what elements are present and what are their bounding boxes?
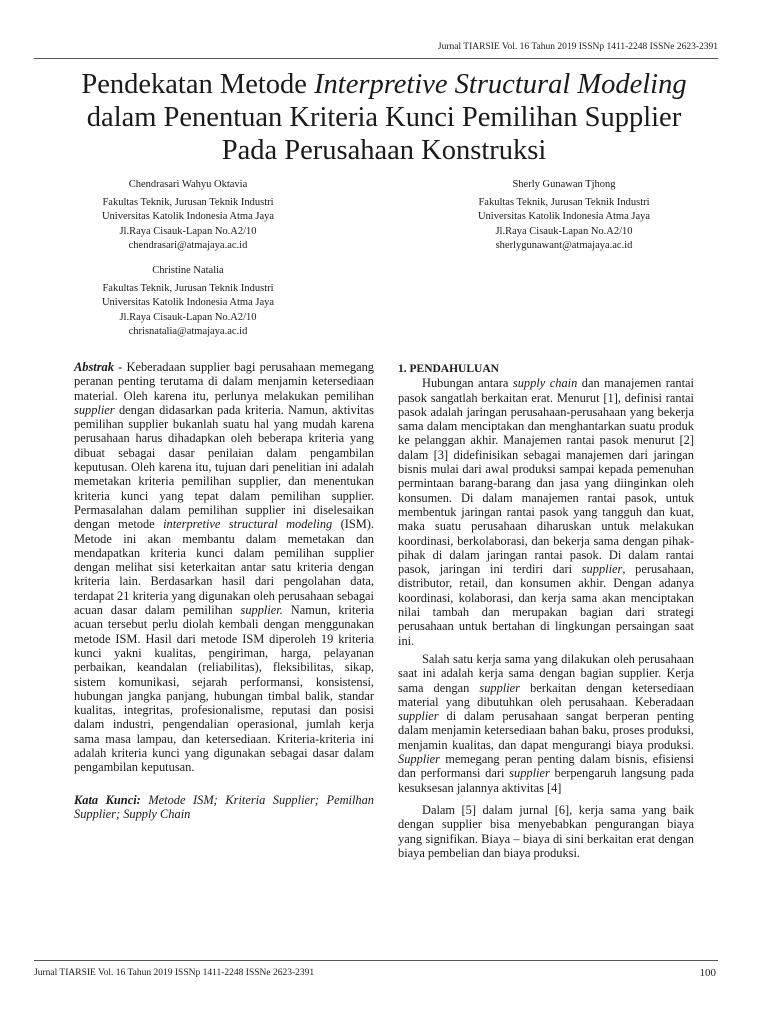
abstract: Abstrak - Keberadaan supplier bagi perusahaan memegang peranan penting terutama di dalam menjamin ketersediaan material. Oleh karena itu, perlunya melakukan pemilihan supplier dengan didasarkan pada kriteria. Namun, aktivitas pemilihan supplier bukanlah suatu hal yang mudah karena perusahaan harus dihadapkan oleh beberapa kriteria yang dibuat sebagai dasar penilaian dalam pengambilan keputusan. Oleh karena itu, tujuan dari penelitian ini adalah memetakan kriteria pemilihan supplier, dan menentukan kriteria kunci yang tepat dalam pemilihan supplier. Permasalahan dalam pemilihan supplier ini diselesaikan dengan metode interpretive structural modeling (ISM). Metode ini akan membantu dalam memetakan dan mendapatkan kriteria kunci dalam pemilihan supplier dengan melihat sisi keterkaitan antar satu kriteria dengan kriteria lain. Berdasarkan hasil dari pengolahan data, terdapat 21 kriteria yang digunakan oleh perusahaan sebagai acuan dasar dalam pemilihan supplier. Namun, kriteria acuan tersebut perlu diolah kembali dengan menggunakan metode ISM. Hasil dari metode ISM diperoleh 19 kriteria kunci yakni kualitas, pengiriman, harga, pelayanan perbaikan, keandalan (reliabilitas), fleksibilitas, sikap, sistem komunikasi, sejarah performansi, konsistensi, hubungan jangka panjang, hubungan timbal balik, standar kualitas, integritas, profesionalisme, reputasi dan posisi dalam industri, pengendalian operasional, jumlah kerja sama masa lampau, dan ketersediaan. Kriteria-kriteria ini adalah kriteria kunci yang digunakan sebagai dasar dalam pengambilan keputusan. <box>74 360 375 775</box>
author-university: Universitas Katolik Indonesia Atma Jaya <box>101 297 275 309</box>
running-head: Jurnal TIARSIE Vol. 16 Tahun 2019 ISSNp 1411-2248 ISSNe 2623-2391 <box>437 42 718 52</box>
title-line-2: dalam Penentuan Kriteria Kunci Pemilihan Supplier <box>86 102 682 133</box>
author-email: sherlygunawant@atmajaya.ac.id <box>495 239 633 251</box>
author-address: Jl.Raya Cisauk-Lapan No.A2/10 <box>495 225 633 237</box>
abstract-label: Abstrak <box>74 360 114 374</box>
author-name: Sherly Gunawan Tjhong <box>512 179 616 190</box>
author-university: Universitas Katolik Indonesia Atma Jaya <box>477 211 651 223</box>
keywords-label: Kata Kunci: <box>74 792 141 807</box>
section-heading: 1. PENDAHULUAN <box>398 363 499 375</box>
author-department: Fakultas Teknik, Jurusan Teknik Industri <box>478 197 650 209</box>
left-column <box>74 360 374 821</box>
author-department: Fakultas Teknik, Jurusan Teknik Industri <box>102 197 274 209</box>
footer-journal-info: Jurnal TIARSIE Vol. 16 Tahun 2019 ISSNp 1411-2248 ISSNe 2623-2391 <box>34 968 315 978</box>
author-name: Christine Natalia <box>152 265 224 276</box>
author-department: Fakultas Teknik, Jurusan Teknik Industri <box>102 283 274 295</box>
author-university: Universitas Katolik Indonesia Atma Jaya <box>101 211 275 223</box>
author-name: Chendrasari Wahyu Oktavia <box>128 179 248 190</box>
paper-title <box>34 68 734 167</box>
author-block-3 <box>58 264 318 339</box>
keywords: Kata Kunci: Metode ISM; Kriteria Supplier; Pemilhan Supplier; Supply Chain <box>74 792 375 821</box>
author-block-1 <box>58 178 318 253</box>
title-line-3: Pada Perusahaan Konstruksi <box>221 135 547 166</box>
header-rule <box>34 58 718 59</box>
footer-rule <box>34 960 718 961</box>
paragraph-2: Salah satu kerja sama yang dilakukan oleh perusahaan saat ini adalah kerja sama dengan bagian supplier. Kerja sama dengan supplier berkaitan dengan ketersediaan material yang dibutuhkan oleh perusahaan. Keberadaan supplier di dalam perusahaan sangat berperan penting dalam menjamin ketersediaan bahan baku, proses produksi, menjamin kualitas, dan dapat mengurangi biaya produksi. Supplier memegang peran penting dalam bisnis, efisiensi dan performansi dari supplier berpengaruh langsung pada kesuksesan jalannya aktivitas [4] <box>398 651 694 795</box>
page-number: 100 <box>699 967 716 979</box>
author-email: chrisnatalia@atmajaya.ac.id <box>128 325 248 337</box>
author-address: Jl.Raya Cisauk-Lapan No.A2/10 <box>119 311 257 323</box>
author-address: Jl.Raya Cisauk-Lapan No.A2/10 <box>119 225 257 237</box>
paragraph-1: Hubungan antara supply chain dan manajemen rantai pasok sangatlah berkaitan erat. Menurut [1], definisi rantai pasok adalah jaringan perusahaan-perusahaan yang bekerja sama dalam menciptakan dan menghantarkan suatu produk ke pelanggan akhir. Manajemen rantai pasok menurut [2] dalam [3] didefinisikan sebagai manajemen dari jaringan bisnis mulai dari awal produksi sampai kepada pemenuhan permintaan barang-barang dan jasa yang diinginkan oleh konsumen. Di dalam manajemen rantai pasok, untuk membentuk jaringan rantai pasok yang tangguh dan kuat, maka suatu perusahaan diharuskan untuk melakukan koordinasi, berkolaborasi, dan bekerja sama dengan pihak-pihak di dalam jaringan rantai pasok. Di dalam rantai pasok, jaringan ini terdiri dari supplier, perusahaan, distributor, retail, dan konsumen akhir. Dengan adanya koordinasi, kolaborasi, dan kerja sama akan menciptakan nilai tambah dan merupakan bagian dari strategi perusahaan untuk bertahan di lingkungan persaingan saat ini. <box>398 376 694 648</box>
author-email: chendrasari@atmajaya.ac.id <box>128 239 248 251</box>
title-line-1: Pendekatan Metode Interpretive Structural Modeling <box>81 69 687 100</box>
author-block-2 <box>434 178 694 253</box>
right-column <box>398 362 694 860</box>
paragraph-3: Dalam [5] dalam jurnal [6], kerja sama yang baik dengan supplier bisa menyebabkan pengurangan biaya yang signifikan. Biaya – biaya di sini berkaitan erat dengan biaya pembelian dan biaya produksi. <box>398 802 694 860</box>
